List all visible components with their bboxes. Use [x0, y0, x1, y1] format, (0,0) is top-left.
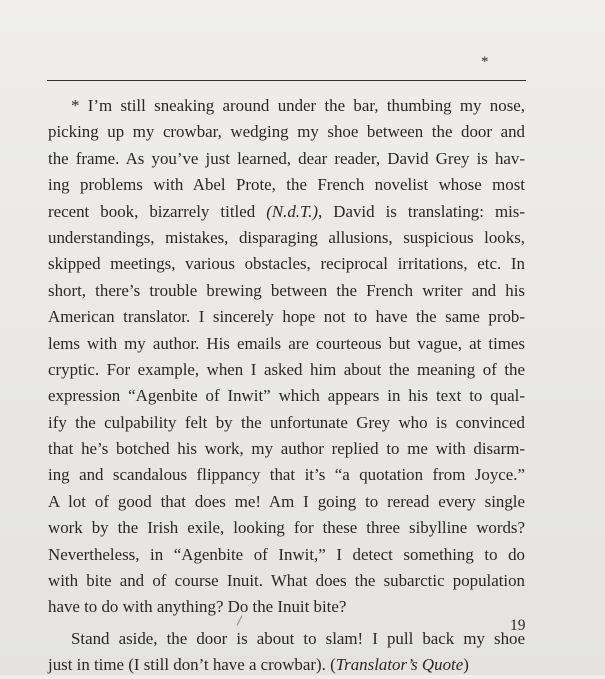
text-line: short, there’s trouble brewing between the French writer and his	[48, 280, 525, 300]
text-line: American translator. I sincerely hope not to have the same prob-	[48, 307, 525, 327]
text-line: ing problems with Abel Prote, the French novelist whose most	[48, 175, 525, 195]
text-line: picking up my crowbar, wedging my shoe between the door and	[48, 122, 525, 142]
text-line: work by the Irish exile, looking for these three sibylline words?	[48, 518, 525, 538]
translator-quote-italic: Translator’s Quote	[335, 655, 464, 675]
text-line: skipped meetings, various obstacles, reciprocal irritations, etc. In	[48, 254, 525, 274]
text-line: the frame. As you’ve just learned, dear reader, David Grey is hav-	[48, 148, 525, 168]
page-number: 19	[510, 617, 526, 634]
text-line: ing and scandalous flippancy that it’s “a quotation from Joyce.”	[48, 465, 525, 485]
text-line: A lot of good that does me! Am I going to reread every single	[48, 491, 525, 511]
text-line: lems with my author. His emails are courteous but vague, at times	[48, 333, 525, 353]
text-fragment: just in time (I still don’t have a crowbar). (	[48, 655, 336, 675]
text-line: ify the culpability felt by the unfortunate Grey who is convinced	[48, 412, 525, 432]
footnote-marker: *	[481, 54, 489, 70]
text-line: that he’s botched his work, my author replied to me with disarm-	[48, 439, 525, 459]
text-line: recent book, bizarrely titled (N.d.T.), David is translating: mis-	[48, 201, 525, 221]
footnote-divider	[47, 80, 526, 81]
book-title-italic: (N.d.T.)	[266, 201, 318, 221]
text-fragment: )	[463, 655, 469, 675]
text-line: with bite and of course Inuit. What does the subarctic population	[48, 571, 525, 591]
footnote-text	[48, 93, 525, 679]
text-line: cryptic. For example, when I asked him about the meaning of the	[48, 359, 525, 379]
text-line: Nevertheless, in “Agenbite of Inwit,” I detect something to do	[48, 544, 525, 564]
text-line: expression “Agenbite of Inwit” which appears in his text to qual-	[48, 386, 525, 406]
text-line: understandings, mistakes, disparaging allusions, suspicious looks,	[48, 227, 525, 247]
text-line: * I’m still sneaking around under the bar, thumbing my nose,	[71, 96, 525, 115]
text-line: Stand aside, the door is about to slam! I pull back my shoe	[71, 628, 525, 648]
text-line: have to do with anything? Do the Inuit bite?	[48, 597, 347, 617]
